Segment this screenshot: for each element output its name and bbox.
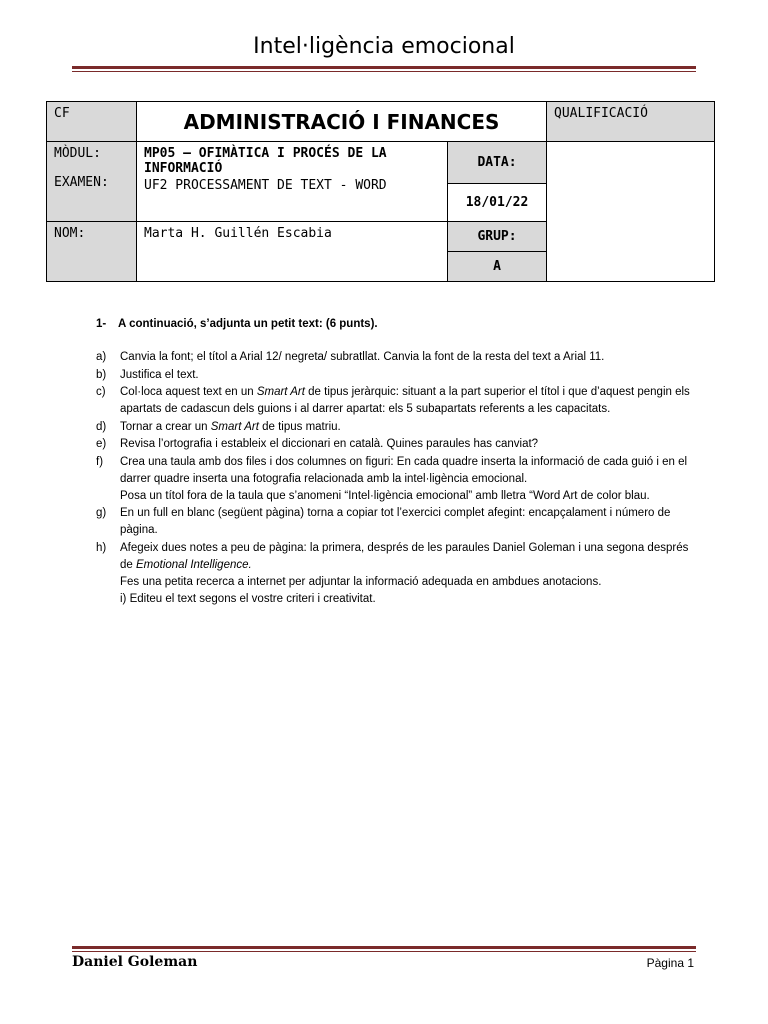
- task-marker: c): [96, 386, 106, 398]
- task-text: [120, 505, 696, 539]
- task-item: [96, 436, 696, 453]
- task-text-part: de tipus matriu.: [258, 420, 341, 433]
- name-value: Marta H. Guillén Escabia: [137, 222, 448, 282]
- exercise-content: [96, 316, 696, 608]
- date-label: DATA:: [448, 142, 547, 184]
- module-value: MP05 – OFIMÀTICA I PROCÉS DE LA INFORMACIÓ: [144, 146, 387, 176]
- task-extra-text: Fes una petita recerca a internet per adjuntar la informació adequada en ambdues anotacions.: [120, 575, 602, 588]
- task-text-part: Revisa l’ortografia i estableix el diccionari en català. Quines paraules has canviat?: [120, 438, 539, 450]
- task-text: [120, 540, 696, 591]
- task-item: [96, 349, 696, 366]
- task-item: [96, 419, 696, 436]
- cf-label: CF: [54, 106, 70, 121]
- grade-box: [547, 142, 715, 282]
- module-label: MÒDUL:: [54, 146, 101, 161]
- name-label: NOM:: [47, 222, 137, 282]
- task-text: [120, 349, 696, 366]
- task-text-part: Canvia la font; el títol a Arial 12/ negreta/ subratllat. Canvia la font de la resta del text a Arial 11.: [120, 351, 605, 363]
- task-text-italic: Smart Art: [256, 386, 305, 398]
- task-text-part: Tornar a crear un: [120, 420, 211, 433]
- task-marker: h): [96, 541, 107, 554]
- module-exam-labels: [47, 142, 137, 222]
- task-marker: a): [96, 351, 107, 363]
- task-list: [96, 349, 696, 591]
- footer-author: Daniel Goleman: [72, 954, 198, 970]
- cf-label-cell: [47, 102, 137, 142]
- task-text-part: Col·loca aquest text en un: [120, 386, 257, 398]
- task-text-italic: Smart Art: [210, 420, 259, 433]
- exam-header-table: [46, 101, 715, 282]
- task-text-part: Justifica el text.: [120, 368, 199, 381]
- question-text: A continuació, s’adjunta un petit text: (6 punts).: [118, 318, 378, 330]
- question-heading: [96, 316, 696, 333]
- task-text: [120, 367, 696, 384]
- task-marker: g): [96, 507, 107, 519]
- exam-label: EXAMEN:: [54, 175, 109, 190]
- task-text-part: En un full en blanc (següent pàgina) torna a copiar tot l’exercici complet afegint: encapçalament i número de pàgina.: [120, 507, 671, 536]
- task-marker: b): [96, 368, 107, 381]
- task-item: [96, 367, 696, 384]
- final-instruction: i) Editeu el text segons el vostre criteri i creativitat.: [120, 593, 376, 605]
- page-header-title: Intel·ligència emocional: [253, 34, 515, 59]
- footer-page-number: Pàgina 1: [646, 956, 694, 970]
- footer-rule: [72, 946, 696, 952]
- task-text-part: Crea una taula amb dos files i dos columnes on figuri: En cada quadre inserta la informació de cada guió i en el darrer quadre inserta una fotografia relacionada amb la intel·ligència emocional.: [120, 455, 688, 485]
- grade-label: QUALIFICACIÓ: [547, 102, 715, 142]
- task-text: [120, 419, 696, 436]
- task-item: [96, 540, 696, 591]
- header-rule: [72, 66, 696, 72]
- task-text-part: de tipus jeràrquic: situant a la part superior el títol i que d’aquest pengin els apartats de cadascun dels guions i al darrer apartat: els 5 subapartats referents a les capacitats.: [120, 386, 690, 415]
- date-value: 18/01/22: [448, 184, 547, 222]
- task-text: [120, 436, 696, 453]
- task-marker: e): [96, 438, 107, 450]
- task-extra-text: Posa un títol fora de la taula que s’anomeni “Intel·ligència emocional” amb lletra “Word Art de color blau.: [120, 489, 650, 502]
- task-text-part: Afegeix dues notes a peu de pàgina: la primera, després de les paraules Daniel Goleman i una segona després de: [120, 541, 689, 571]
- task-item: [96, 384, 696, 418]
- program-title: ADMINISTRACIÓ I FINANCES: [137, 102, 547, 142]
- task-text-italic: Emotional Intelligence.: [136, 558, 252, 571]
- task-marker: d): [96, 420, 107, 433]
- task-marker: f): [96, 455, 104, 468]
- module-exam-values: [137, 142, 448, 222]
- group-label: GRUP:: [448, 222, 547, 252]
- task-item: [96, 505, 696, 539]
- exam-value: UF2 PROCESSAMENT DE TEXT - WORD: [144, 178, 387, 193]
- task-item: [96, 454, 696, 505]
- question-number: 1-: [96, 318, 107, 330]
- task-text: [120, 384, 696, 418]
- task-text: [120, 454, 696, 505]
- group-value: A: [448, 252, 547, 282]
